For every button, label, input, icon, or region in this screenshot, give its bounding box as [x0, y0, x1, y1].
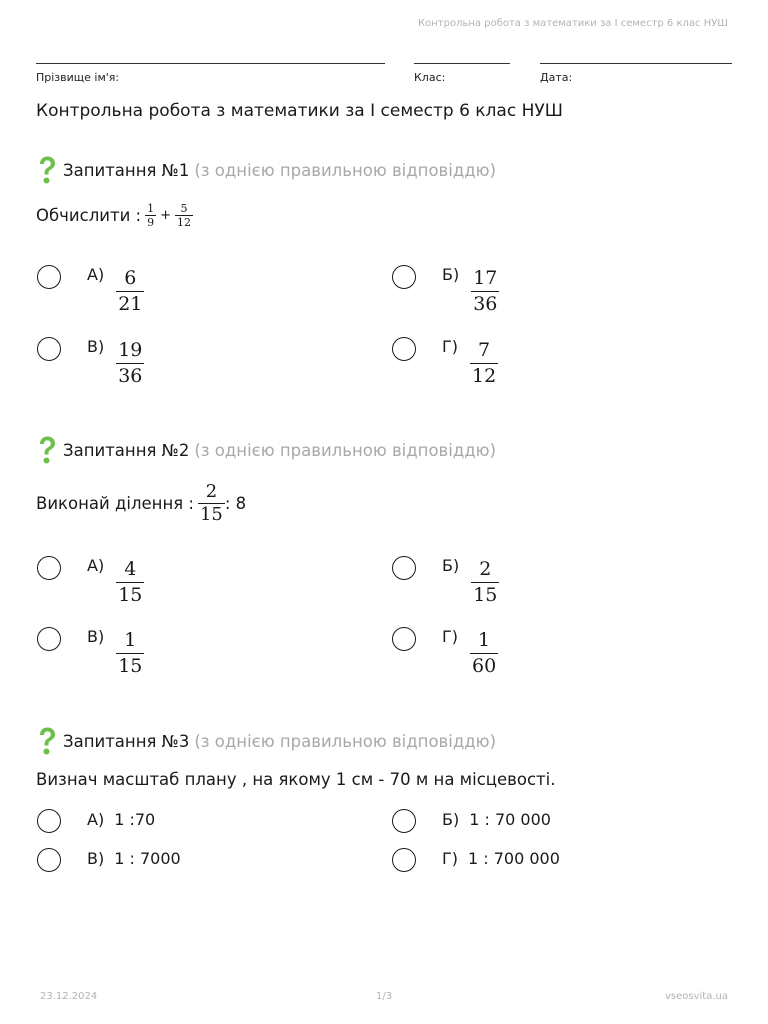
radio-circle-icon[interactable] — [392, 556, 416, 580]
q3-option-c[interactable] — [37, 848, 181, 872]
radio-circle-icon[interactable] — [37, 556, 61, 580]
footer-site: vseosvita.ua — [665, 991, 728, 1002]
fraction-numerator: 2 — [479, 558, 492, 580]
radio-circle-icon[interactable] — [37, 265, 61, 289]
option-fraction — [116, 557, 144, 608]
header-document-title: Контрольна робота з математики за І семестр 6 клас НУШ — [418, 18, 728, 29]
question-1-prompt-text: Обчислити : — [36, 206, 142, 225]
option-fraction — [471, 557, 499, 608]
option-label: А) — [87, 265, 105, 284]
radio-circle-icon[interactable] — [392, 337, 416, 361]
question-2-prompt — [36, 481, 246, 526]
fraction-numerator: 1 — [147, 202, 155, 215]
q2-option-b[interactable] — [392, 556, 499, 608]
question-mark-icon — [36, 726, 58, 756]
option-label: В) — [87, 849, 105, 868]
fraction-denominator: 21 — [118, 293, 143, 315]
question-2-note: (з однією правильною відповіддю) — [194, 440, 497, 460]
fraction-numerator: 1 — [478, 629, 491, 651]
footer-date: 23.12.2024 — [40, 991, 98, 1002]
fraction-denominator: 12 — [472, 365, 497, 387]
option-fraction — [116, 628, 144, 679]
question-mark-icon — [36, 435, 58, 465]
fraction-denominator: 60 — [472, 655, 497, 677]
fraction-numerator: 4 — [124, 558, 137, 580]
option-fraction — [470, 628, 498, 679]
option-fraction — [116, 338, 144, 389]
fraction-numerator: 1 — [124, 629, 137, 651]
option-label: Б) — [442, 265, 460, 284]
date-label: Дата: — [540, 71, 573, 84]
option-label: А) — [87, 556, 105, 575]
q1-option-c[interactable] — [37, 337, 144, 389]
q3-option-b[interactable] — [392, 809, 551, 833]
question-2-title: Запитання №2 — [63, 440, 190, 460]
q3-option-d[interactable] — [392, 848, 560, 872]
question-3-header — [36, 726, 496, 756]
option-fraction — [470, 338, 498, 389]
option-label: Б) — [442, 556, 460, 575]
date-line — [540, 63, 732, 64]
fraction-numerator: 19 — [118, 339, 143, 361]
class-label: Клас: — [414, 71, 446, 84]
q2-option-c[interactable] — [37, 627, 144, 679]
radio-circle-icon[interactable] — [37, 627, 61, 651]
fraction-numerator: 17 — [473, 267, 498, 289]
fraction-denominator: 12 — [177, 216, 192, 229]
expr-fraction-b — [175, 202, 193, 229]
option-text: 1 :70 — [114, 810, 156, 829]
footer-page-number: 1/3 — [376, 991, 393, 1002]
question-1-title: Запитання №1 — [63, 160, 190, 180]
q2-option-a[interactable] — [37, 556, 144, 608]
fraction-denominator: 15 — [118, 655, 143, 677]
fraction-numerator: 7 — [478, 339, 491, 361]
question-1-prompt — [36, 202, 193, 229]
radio-circle-icon[interactable] — [392, 848, 416, 872]
option-label: Б) — [442, 810, 460, 829]
question-3-prompt-text: Визнач масштаб плану , на якому 1 см - 70 м на місцевості. — [36, 770, 556, 789]
fraction-denominator: 15 — [473, 584, 498, 606]
q1-option-a[interactable] — [37, 265, 144, 317]
q3-option-a[interactable] — [37, 809, 155, 833]
fraction-denominator: 36 — [473, 293, 498, 315]
option-text: 1 : 7000 — [114, 849, 181, 868]
fraction-numerator: 6 — [124, 267, 137, 289]
option-fraction — [471, 266, 499, 317]
question-3-prompt — [36, 770, 556, 789]
option-label: Г) — [442, 627, 458, 646]
option-fraction — [116, 266, 144, 317]
question-3-note: (з однією правильною відповіддю) — [194, 731, 497, 751]
radio-circle-icon[interactable] — [392, 809, 416, 833]
question-3-title: Запитання №3 — [63, 731, 190, 751]
expr-divisor: : 8 — [224, 494, 247, 513]
radio-circle-icon[interactable] — [392, 265, 416, 289]
radio-circle-icon[interactable] — [37, 809, 61, 833]
operator: + — [160, 208, 172, 223]
question-1-note: (з однією правильною відповіддю) — [194, 160, 497, 180]
option-label: Г) — [442, 849, 458, 868]
question-mark-icon — [36, 155, 58, 185]
q1-option-d[interactable] — [392, 337, 498, 389]
q2-option-d[interactable] — [392, 627, 498, 679]
name-label: Прізвище ім'я: — [36, 71, 120, 84]
option-label: А) — [87, 810, 105, 829]
expr-fraction-a — [198, 481, 225, 526]
fraction-numerator: 2 — [205, 481, 218, 502]
question-2-header — [36, 435, 496, 465]
q1-option-b[interactable] — [392, 265, 499, 317]
radio-circle-icon[interactable] — [37, 337, 61, 361]
question-2-prompt-text: Виконай ділення : — [36, 494, 194, 513]
option-text: 1 : 70 000 — [469, 810, 551, 829]
option-label: Г) — [442, 337, 458, 356]
option-text: 1 : 700 000 — [468, 849, 560, 868]
option-label: В) — [87, 337, 105, 356]
page-title: Контрольна робота з математики за І семестр 6 клас НУШ — [36, 101, 563, 121]
expr-fraction-a — [145, 202, 156, 229]
question-1-header — [36, 155, 496, 185]
fraction-denominator: 36 — [118, 365, 143, 387]
fraction-numerator: 5 — [180, 202, 188, 215]
class-line — [414, 63, 510, 64]
name-line — [36, 63, 385, 64]
radio-circle-icon[interactable] — [37, 848, 61, 872]
radio-circle-icon[interactable] — [392, 627, 416, 651]
fraction-denominator: 15 — [199, 504, 223, 525]
fraction-denominator: 15 — [118, 584, 143, 606]
option-label: В) — [87, 627, 105, 646]
fraction-denominator: 9 — [147, 216, 155, 229]
